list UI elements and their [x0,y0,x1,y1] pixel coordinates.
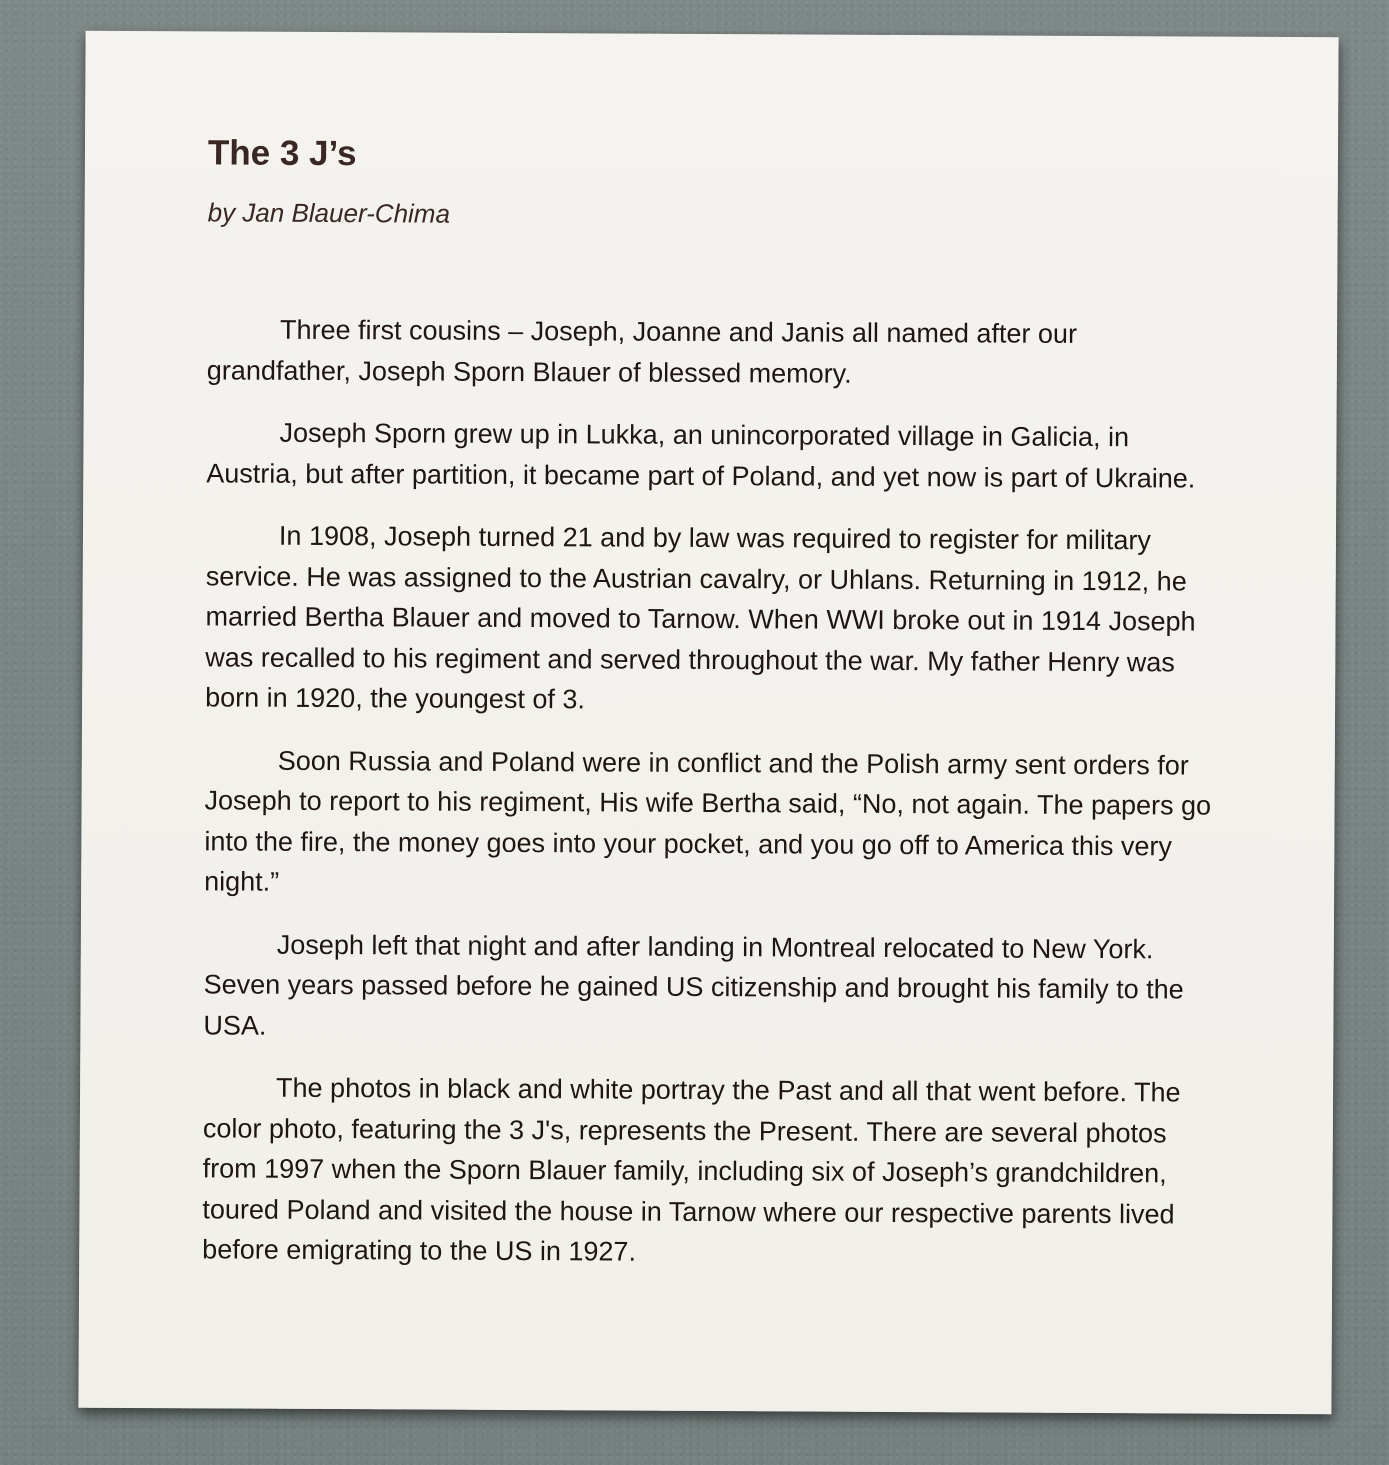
placard-body [202,309,1227,1275]
placard-title: The 3 J’s [207,133,357,174]
exhibit-placard [78,31,1338,1415]
paragraph-conflict: Soon Russia and Poland were in conflict and the Polish army sent orders for Joseph to report to his regiment, His wife Bertha said, “No, not again. The papers go into the fire, the money goes into your pocket, and you go off to America this very night.” [204,745,1212,897]
paragraph-emigration: Joseph left that night and after landing in Montreal relocated to New York. Seven years passed before he gained US citizenship and brought his family to the USA. [203,929,1184,1041]
paragraph-lukka: Joseph Sporn grew up in Lukka, an unincorporated village in Galicia, in Austria, but after partition, it became part of Poland, and yet now is part of Ukraine. [206,417,1196,494]
paragraph-photos: The photos in black and white portray the Past and all that went before. The color photo, featuring the 3 J's, represents the Present. There are several photos from 1997 when the Sporn Blauer family, including six of Joseph’s grandchildren, toured Poland and visited the house in Tarnow where our respective parents lived before emigrating to the US in 1927. [202,1072,1181,1267]
paragraph-cousins: Three first cousins – Joseph, Joanne and Janis all named after our grandfather, Joseph Sporn Blauer of blessed memory. [206,314,1078,389]
paragraph-military-service: In 1908, Joseph turned 21 and by law was required to register for military service. He was assigned to the Austrian cavalry, or Uhlans. Returning in 1912, he married Bertha Blauer and moved to Tarnow. When WWI broke out in 1914 Joseph was recalled to his regiment and served throughout the war. My father Henry was born in 1920, the youngest of 3. [205,520,1196,715]
placard-content [202,131,1228,1297]
author-byline: by Jan Blauer-Chima [207,197,451,229]
